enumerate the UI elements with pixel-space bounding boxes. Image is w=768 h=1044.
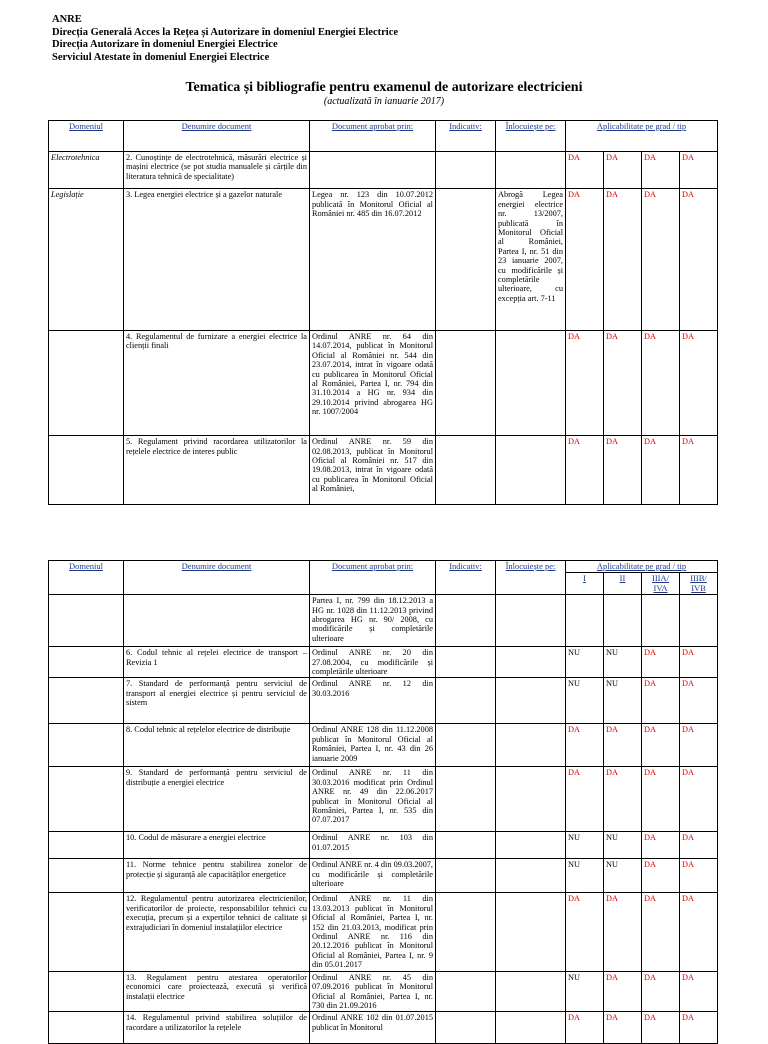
applicability-cell: DA [604, 893, 642, 971]
applicability-cell: DA [642, 331, 680, 436]
applicability-cell: NU [604, 647, 642, 678]
applicability-cell: DA [604, 724, 642, 767]
col-domeniul: Domeniul [49, 561, 124, 595]
applicability-cell: DA [680, 767, 718, 832]
approved-by-cell: Ordinul ANRE nr. 45 din 07.09.2016 publicat în Monitorul Oficial al României, Partea I, nr. 730 din 21.09.2016 [310, 971, 436, 1012]
approved-by-cell [310, 152, 436, 189]
indicativ-cell [436, 859, 496, 893]
header-service: Serviciul Atestate în domeniul Energiei Electrice [52, 51, 270, 63]
replaces-cell [496, 595, 566, 647]
applicability-cell: DA [642, 724, 680, 767]
domain-cell [49, 595, 124, 647]
applicability-cell: DA [680, 971, 718, 1012]
document-name-cell [124, 595, 310, 647]
applicability-cell: DA [566, 152, 604, 189]
document-name-cell: 6. Codul tehnic al rețelei electrice de transport – Revizia 1 [124, 647, 310, 678]
domain-cell [49, 859, 124, 893]
domain-cell [49, 971, 124, 1012]
approved-by-cell: Ordinul ANRE nr. 64 din 14.07.2014, publicat în Monitorul Oficial al României nr. 544 din 23.07.2014, intrat în vigoare odată cu publicarea în Monitorul Oficial al României, Partea I, nr. 794 din 31.10.2014 a HG nr. 934 din 29.10.2014 privind abrogarea HG nr. 1007/2004 [310, 331, 436, 436]
col-domeniul: Domeniul [49, 121, 124, 152]
applicability-cell: DA [642, 436, 680, 505]
document-name-cell: 10. Codul de măsurare a energiei electrice [124, 832, 310, 859]
col-inlocuieste: Înlocuiește pe: [496, 561, 566, 595]
indicativ-cell [436, 893, 496, 971]
approved-by-cell: Legea nr. 123 din 10.07.2012 publicată în Monitorul Oficial al României nr. 485 din 16.07.2012 [310, 189, 436, 331]
replaces-cell [496, 767, 566, 832]
applicability-cell: DA [604, 152, 642, 189]
indicativ-cell [436, 767, 496, 832]
replaces-cell [496, 971, 566, 1012]
col-aplicabilitate: Aplicabilitate pe grad / tip [566, 121, 718, 152]
applicability-cell: DA [680, 1012, 718, 1044]
indicativ-cell [436, 724, 496, 767]
indicativ-cell [436, 647, 496, 678]
applicability-cell: NU [566, 678, 604, 724]
applicability-cell: DA [566, 331, 604, 436]
replaces-cell [496, 152, 566, 189]
indicativ-cell [436, 331, 496, 436]
replaces-cell [496, 678, 566, 724]
page-title: Tematica și bibliografie pentru examenul de autorizare electricieni [185, 80, 583, 95]
indicativ-cell [436, 1012, 496, 1044]
col-grade-1: I [566, 573, 604, 595]
applicability-cell: DA [642, 859, 680, 893]
bibliography-table-1 [48, 120, 718, 505]
applicability-cell: DA [680, 724, 718, 767]
indicativ-cell [436, 595, 496, 647]
col-aprobat: Document aprobat prin: [310, 121, 436, 152]
applicability-cell [604, 595, 642, 647]
document-header [52, 14, 398, 64]
domain-cell [49, 724, 124, 767]
applicability-cell: DA [680, 152, 718, 189]
table-row [49, 1012, 718, 1044]
applicability-cell: NU [566, 832, 604, 859]
domain-cell [49, 331, 124, 436]
replaces-cell [496, 1012, 566, 1044]
applicability-cell [680, 595, 718, 647]
applicability-cell: DA [680, 189, 718, 331]
applicability-cell: DA [566, 893, 604, 971]
approved-by-cell: Ordinul ANRE 128 din 11.12.2008 publicat în Monitorul Oficial al României, Partea I, nr. 43 din 26 ianuarie 2009 [310, 724, 436, 767]
document-name-cell: 11. Norme tehnice pentru stabilirea zonelor de protecție și siguranță ale capacităților energetice [124, 859, 310, 893]
col-indicativ: Indicativ: [436, 561, 496, 595]
replaces-cell [496, 859, 566, 893]
table-row [49, 331, 718, 436]
col-grade-2: II [604, 573, 642, 595]
applicability-cell: DA [680, 647, 718, 678]
table-row [49, 893, 718, 971]
col-inlocuieste: Înlocuiește pe: [496, 121, 566, 152]
applicability-cell: DA [566, 436, 604, 505]
col-grade-3: IIIA/ IVA [642, 573, 680, 595]
document-name-cell: 7. Standard de performanță pentru serviciul de transport al energiei electrice și pentru serviciul de sistem [124, 678, 310, 724]
document-name-cell: 5. Regulament privind racordarea utilizatorilor la rețelele electrice de interes public [124, 436, 310, 505]
table-row [49, 678, 718, 724]
approved-by-cell: Ordinul ANRE nr. 11 din 13.03.2013 publicat în Monitorul Oficial al României, Partea I, nr. 152 din 21.03.2013, modificat prin Ordinul ANRE nr. 116 din 20.12.2016 publicat în Monitorul Oficial al României, Partea I, nr. 9 din 05.01.2017 [310, 893, 436, 971]
applicability-cell: DA [642, 1012, 680, 1044]
applicability-cell: DA [680, 678, 718, 724]
approved-by-cell: Ordinul ANRE 102 din 01.07.2015 publicat în Monitorul [310, 1012, 436, 1044]
replaces-cell [496, 832, 566, 859]
applicability-cell: DA [642, 152, 680, 189]
applicability-cell: NU [604, 832, 642, 859]
applicability-cell [566, 595, 604, 647]
approved-by-cell: Ordinul ANRE nr. 20 din 27.08.2004, cu modificările și completările ulterioare [310, 647, 436, 678]
applicability-cell: DA [680, 832, 718, 859]
document-name-cell: 13. Regulament pentru atestarea operatorilor economici care proiectează, execută și verifică instalații electrice [124, 971, 310, 1012]
domain-cell: Electrotehnica [49, 152, 124, 189]
table-row [49, 189, 718, 331]
applicability-cell: NU [604, 678, 642, 724]
domain-cell [49, 647, 124, 678]
applicability-cell: DA [604, 1012, 642, 1044]
col-denumire: Denumire document [124, 561, 310, 595]
document-name-cell: 9. Standard de performanță pentru serviciul de distribuție a energiei electrice [124, 767, 310, 832]
applicability-cell: DA [642, 971, 680, 1012]
table-row [49, 832, 718, 859]
applicability-cell: DA [566, 189, 604, 331]
applicability-cell: DA [566, 1012, 604, 1044]
approved-by-cell: Ordinul ANRE nr. 59 din 02.08.2013, publicat în Monitorul Oficial al României nr. 517 din 19.08.2013, intrat în vigoare odată cu publicarea în Monitorul Oficial al României, [310, 436, 436, 505]
document-name-cell: 2. Cunoștințe de electrotehnică, măsurări electrice și mașini electrice (se pot studia manualele și cărțile din literatura tehnică de specialitate) [124, 152, 310, 189]
applicability-cell: DA [642, 189, 680, 331]
applicability-cell: NU [604, 859, 642, 893]
document-name-cell: 4. Regulamentul de furnizare a energiei electrice la clienții finali [124, 331, 310, 436]
indicativ-cell [436, 436, 496, 505]
table-row [49, 859, 718, 893]
replaces-cell [496, 724, 566, 767]
domain-cell: Legislație [49, 189, 124, 331]
table-row [49, 436, 718, 505]
applicability-cell: NU [566, 647, 604, 678]
indicativ-cell [436, 152, 496, 189]
table-row [49, 595, 718, 647]
applicability-cell: DA [680, 859, 718, 893]
header-direction: Direcția Autorizare în domeniul Energiei Electrice [52, 39, 278, 50]
document-name-cell: 12. Regulamentul pentru autorizarea electricienilor, verificatorilor de proiecte, responsabililor tehnici cu execuția, precum și a experților tehnici de calitate și extrajudiciari în domeniul instalațiilor electrice [124, 893, 310, 971]
applicability-cell: NU [566, 971, 604, 1012]
replaces-cell: Abrogă Legea energiei electrice nr. 13/2007, publicată în Monitorul Oficial al României, Partea I, nr. 51 din 23 ianuarie 2007, cu modificările și completările ulterioare, cu excepția art. 7-11 [496, 189, 566, 331]
col-aprobat: Document aprobat prin: [310, 561, 436, 595]
applicability-cell: DA [680, 436, 718, 505]
applicability-cell: DA [642, 678, 680, 724]
page-subtitle: (actualizată în ianuarie 2017) [323, 96, 445, 107]
indicativ-cell [436, 832, 496, 859]
domain-cell [49, 678, 124, 724]
col-denumire: Denumire document [124, 121, 310, 152]
domain-cell [49, 1012, 124, 1044]
replaces-cell [496, 893, 566, 971]
table-row [49, 647, 718, 678]
domain-cell [49, 767, 124, 832]
approved-by-cell: Ordinul ANRE nr. 103 din 01.07.2015 [310, 832, 436, 859]
replaces-cell [496, 331, 566, 436]
col-aplicabilitate: Aplicabilitate pe grad / tip [566, 561, 718, 573]
applicability-cell: DA [642, 893, 680, 971]
bibliography-table-2 [48, 560, 718, 1044]
domain-cell [49, 893, 124, 971]
indicativ-cell [436, 678, 496, 724]
applicability-cell: DA [566, 767, 604, 832]
applicability-cell: NU [566, 859, 604, 893]
col-indicativ: Indicativ: [436, 121, 496, 152]
header-org: ANRE [52, 14, 82, 25]
applicability-cell: DA [642, 767, 680, 832]
document-name-cell: 8. Codul tehnic al rețelelor electrice de distribuție [124, 724, 310, 767]
approved-by-cell: Ordinul ANRE nr. 11 din 30.03.2016 modificat prin Ordinul ANRE nr. 49 din 22.06.2017 publicat în Monitorul Oficial al României, Partea I, nr. 535 din 07.07.2017 [310, 767, 436, 832]
applicability-cell: DA [604, 971, 642, 1012]
indicativ-cell [436, 971, 496, 1012]
replaces-cell [496, 436, 566, 505]
applicability-cell: DA [604, 436, 642, 505]
header-direction-general: Direcția Generală Acces la Rețea și Autorizare în domeniul Energiei Electrice [52, 26, 399, 38]
applicability-cell: DA [604, 767, 642, 832]
applicability-cell: DA [566, 724, 604, 767]
domain-cell [49, 832, 124, 859]
applicability-cell: DA [604, 331, 642, 436]
approved-by-cell: Partea I, nr. 799 din 18.12.2013 a HG nr. 1028 din 11.12.2013 privind abrogarea HG nr. 90/ 2008, cu modificările și completările ulterioare [310, 595, 436, 647]
table-row [49, 971, 718, 1012]
document-name-cell: 14. Regulamentul privind stabilirea soluțiilor de racordare a utilizatorilor la rețelele [124, 1012, 310, 1044]
approved-by-cell: Ordinul ANRE nr. 4 din 09.03.2007, cu modificările și completările ulterioare [310, 859, 436, 893]
replaces-cell [496, 647, 566, 678]
indicativ-cell [436, 189, 496, 331]
applicability-cell: DA [680, 331, 718, 436]
applicability-cell: DA [604, 189, 642, 331]
table-row [49, 152, 718, 189]
table-row [49, 724, 718, 767]
document-name-cell: 3. Legea energiei electrice și a gazelor naturale [124, 189, 310, 331]
applicability-cell [642, 595, 680, 647]
applicability-cell: DA [642, 647, 680, 678]
domain-cell [49, 436, 124, 505]
applicability-cell: DA [642, 832, 680, 859]
col-grade-4: IIIB/ IVB [680, 573, 718, 595]
approved-by-cell: Ordinul ANRE nr. 12 din 30.03.2016 [310, 678, 436, 724]
table-row [49, 767, 718, 832]
applicability-cell: DA [680, 893, 718, 971]
